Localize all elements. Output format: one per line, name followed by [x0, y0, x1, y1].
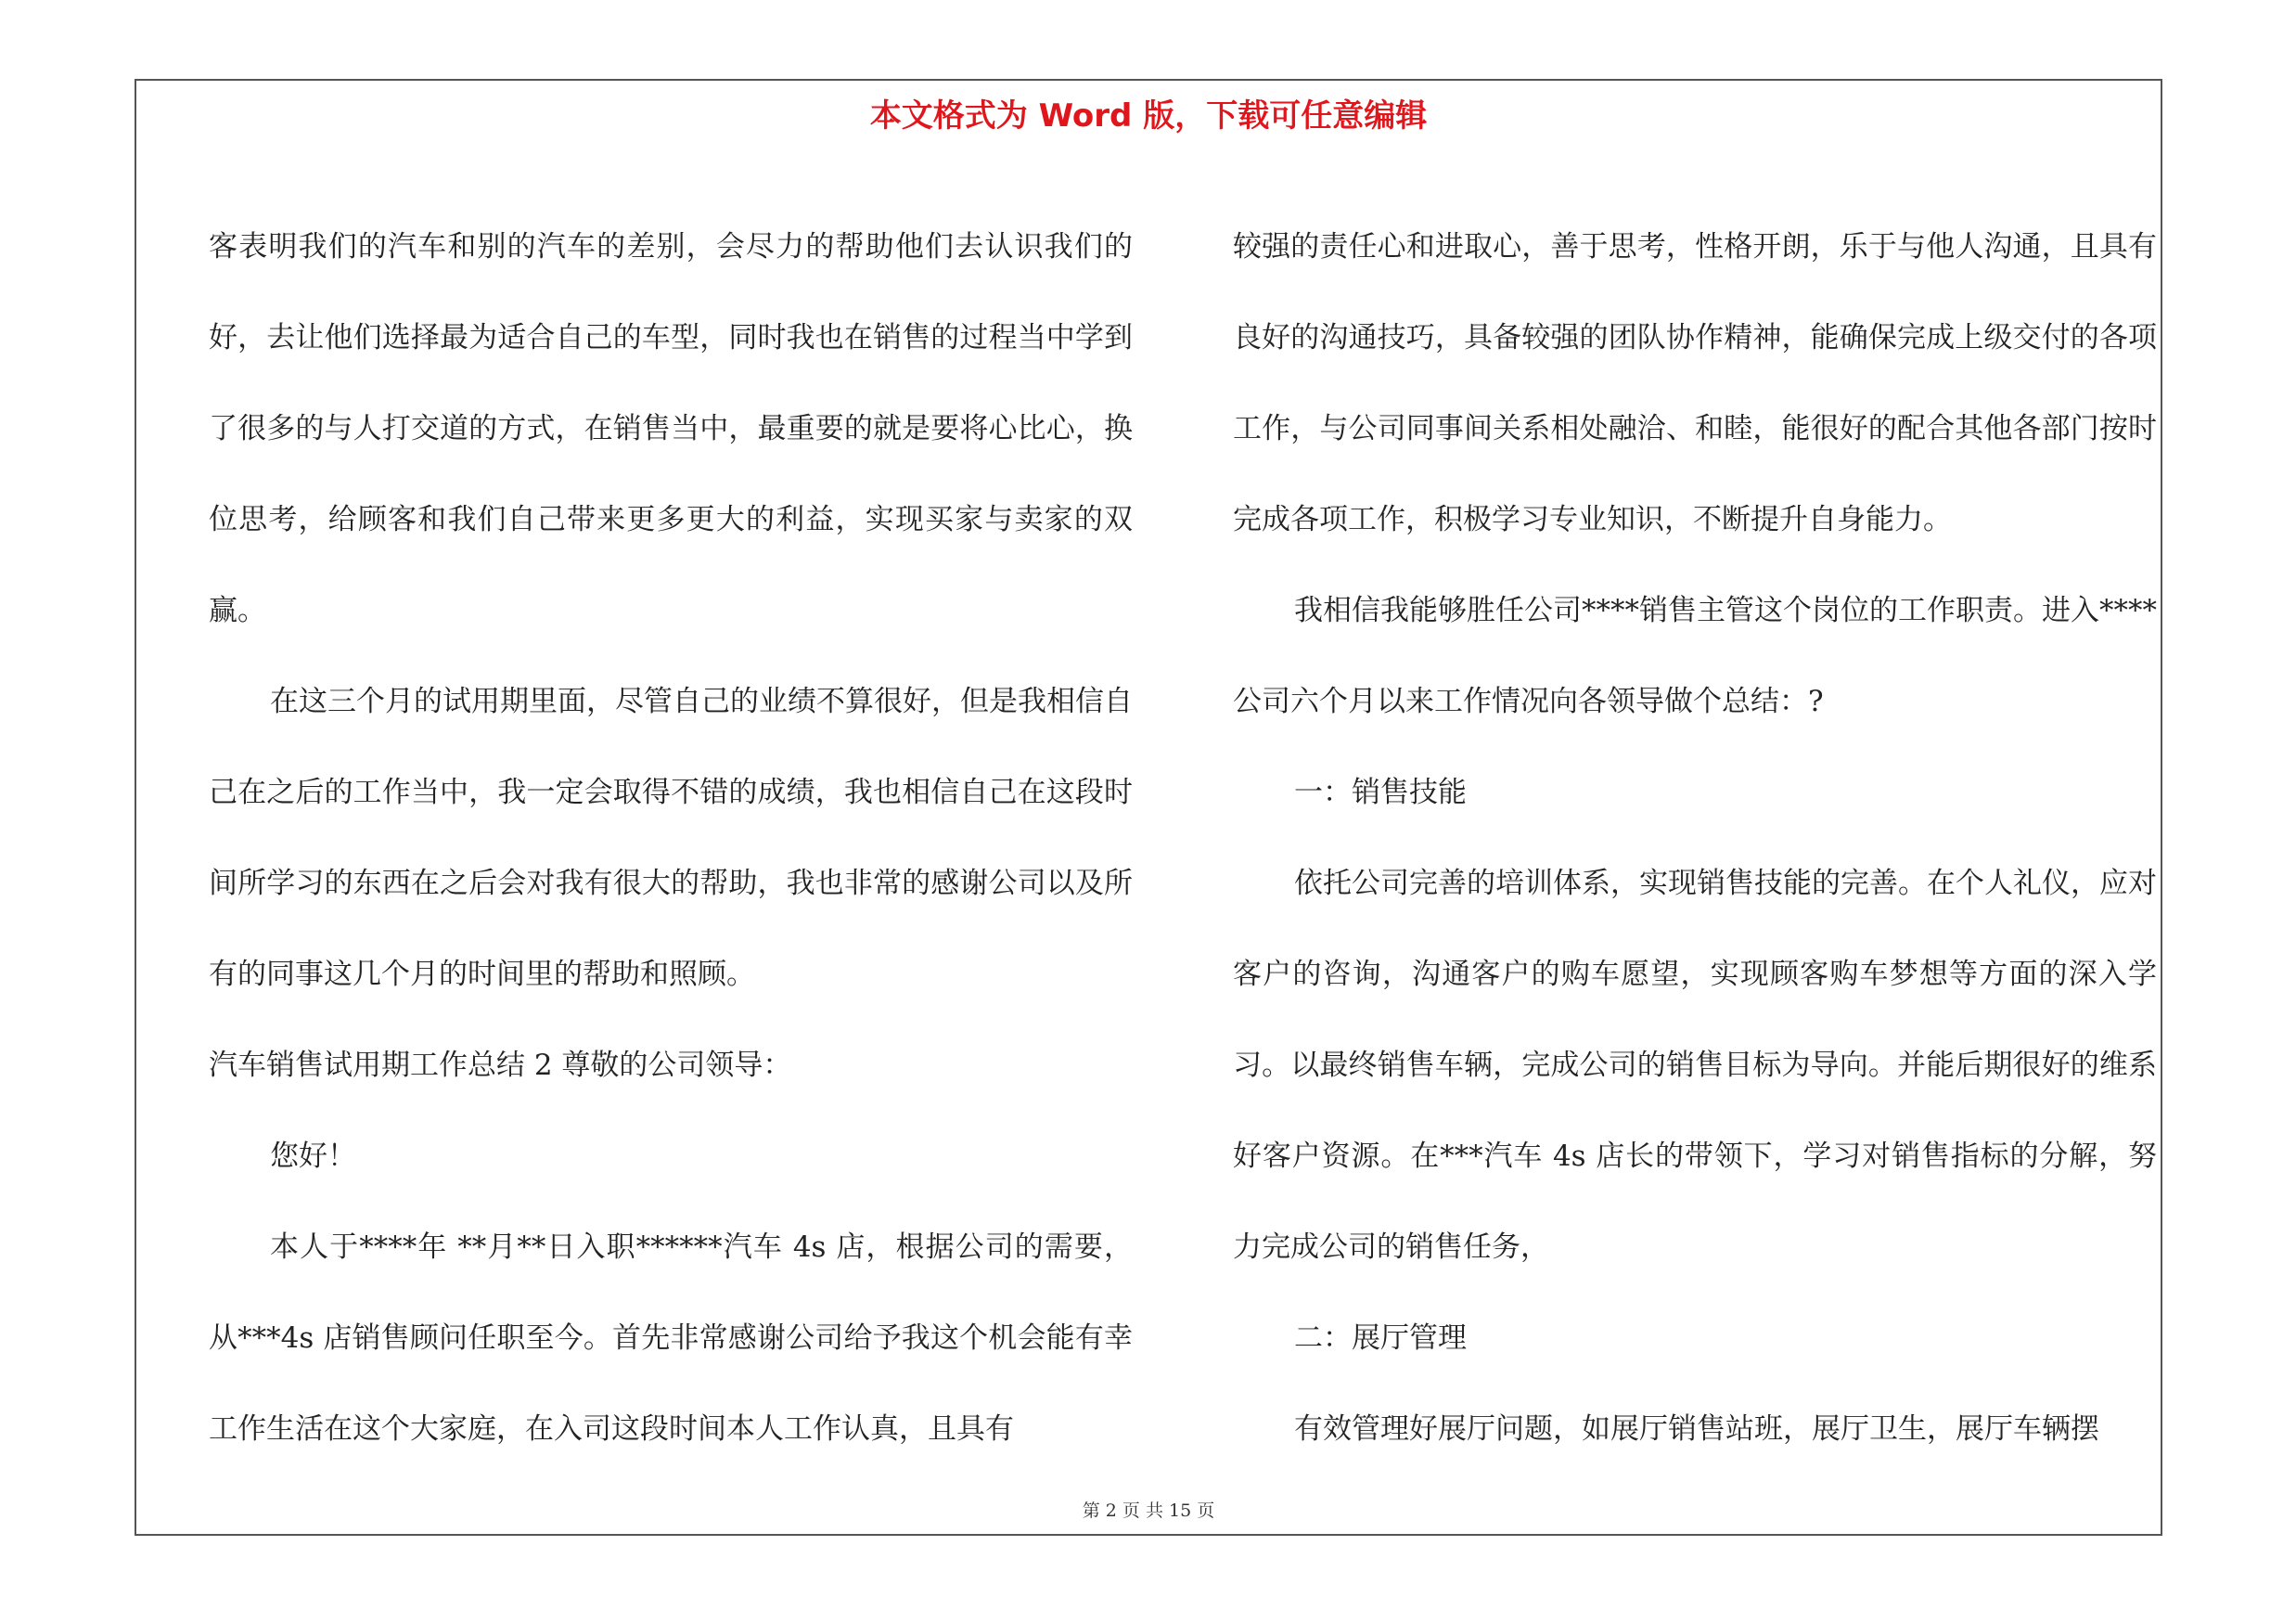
page-frame: [135, 79, 2162, 1536]
section-heading: 二：展厅管理: [1294, 1321, 1467, 1355]
paragraph: 在这三个月的试用期里面，尽管自己的业绩不算很好，但是我相信自己在之后的工作当中，我一定会取得不错的成绩，我也相信自己在这段时间所学习的东西在之后会对我有很大的帮助，我也非常的感谢公司以及所有的同事这几个月的时间里的帮助和照顾。: [209, 685, 1133, 991]
right-column: [1233, 201, 2157, 1475]
left-column: [209, 201, 1133, 1475]
header-banner: 本文格式为 Word 版，下载可任意编辑: [869, 97, 1428, 135]
paragraph: 有效管理好展厅问题，如展厅销售站班，展厅卫生，展厅车辆摆: [1294, 1412, 2099, 1446]
paragraph: 较强的责任心和进取心，善于思考，性格开朗，乐于与他人沟通，且具有良好的沟通技巧，具备较强的团队协作精神，能确保完成上级交付的各项工作，与公司同事间关系相处融洽、和睦，能很好的配合其他各部门按时完成各项工作，积极学习专业知识，不断提升自身能力。: [1233, 230, 2157, 536]
paragraph: 依托公司完善的培训体系，实现销售技能的完善。在个人礼仪，应对客户的咨询，沟通客户的购车愿望，实现顾客购车梦想等方面的深入学习。以最终销售车辆，完成公司的销售目标为导向。并能后期很好的维系好客户资源。在***汽车 4s 店长的带领下，学习对销售指标的分解，努力完成公司的销售任务，: [1233, 867, 2157, 1264]
paragraph: 我相信我能够胜任公司****销售主管这个岗位的工作职责。进入****公司六个月以来工作情况向各领导做个总结：?: [1233, 594, 2157, 718]
section-title: 汽车销售试用期工作总结 2 尊敬的公司领导：: [209, 1049, 792, 1082]
section-heading: 一：销售技能: [1294, 776, 1467, 809]
page-number: 第 2 页 共 15 页: [1082, 1501, 1215, 1521]
paragraph: 本人于****年 **月**日入职******汽车 4s 店，根据公司的需要，从***4s 店销售顾问任职至今。首先非常感谢公司给予我这个机会能有幸工作生活在这个大家庭，在入司这段时间本人工作认真，且具有: [209, 1230, 1133, 1446]
paragraph: 客表明我们的汽车和别的汽车的差别，会尽力的帮助他们去认识我们的好，去让他们选择最为适合自己的车型，同时我也在销售的过程当中学到了很多的与人打交道的方式，在销售当中，最重要的就是要将心比心，换位思考，给顾客和我们自己带来更多更大的利益，实现买家与卖家的双赢。: [209, 230, 1133, 627]
greeting: 您好！: [270, 1140, 356, 1173]
